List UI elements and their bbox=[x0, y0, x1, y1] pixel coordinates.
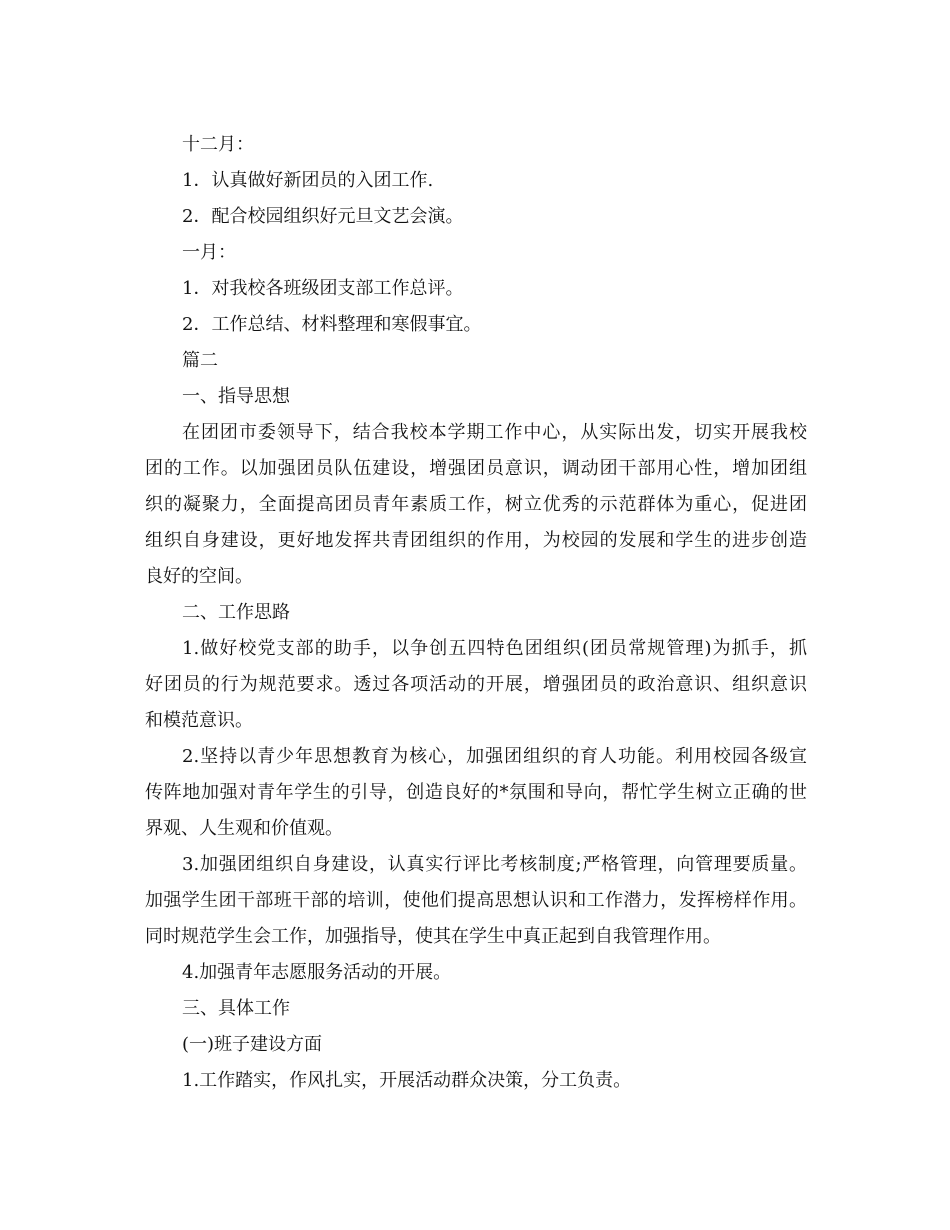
list-item: 2．配合校园组织好元旦文艺会演。 bbox=[182, 206, 464, 227]
month-heading-december: 十二月： bbox=[182, 134, 254, 155]
paragraph-line: 2.坚持以青少年思想教育为核心，加强团组织的育人功能。利用校园各级宣 bbox=[182, 746, 807, 767]
section-heading: 三、具体工作 bbox=[182, 998, 290, 1019]
paragraph-line: 1.工作踏实，作风扎实，开展活动群众决策，分工负责。 bbox=[182, 1070, 632, 1091]
paragraph-line: 织的凝聚力，全面提高团员青年素质工作，树立优秀的示范群体为重心，促进团 bbox=[145, 494, 807, 515]
paragraph-line: 同时规范学生会工作，加强指导，使其在学生中真正起到自我管理作用。 bbox=[145, 926, 721, 947]
subsection-heading: (一)班子建设方面 bbox=[182, 1034, 323, 1055]
paragraph-line: 和模范意识。 bbox=[145, 710, 253, 731]
paragraph-line: 4.加强青年志愿服务活动的开展。 bbox=[182, 962, 452, 983]
paragraph-line: 在团团市委领导下，结合我校本学期工作中心，从实际出发，切实开展我校 bbox=[182, 422, 807, 443]
month-heading-january: 一月： bbox=[182, 242, 236, 263]
paragraph-line: 组织自身建设，更好地发挥共青团组织的作用，为校园的发展和学生的进步创造 bbox=[145, 530, 807, 551]
paragraph-line: 团的工作。以加强团员队伍建设，增强团员意识，调动团干部用心性，增加团组 bbox=[145, 458, 807, 479]
paragraph-line: 1.做好校党支部的助手，以争创五四特色团组织(团员常规管理)为抓手，抓 bbox=[182, 638, 807, 659]
paragraph-line: 良好的空间。 bbox=[145, 566, 253, 587]
paragraph-line: 好团员的行为规范要求。透过各项活动的开展，增强团员的政治意识、组织意识 bbox=[145, 674, 807, 695]
section-heading: 一、指导思想 bbox=[182, 386, 290, 407]
document-page bbox=[145, 127, 807, 1099]
list-item: 2．工作总结、材料整理和寒假事宜。 bbox=[182, 314, 482, 335]
paragraph-line: 传阵地加强对青年学生的引导，创造良好的*氛围和导向，帮忙学生树立正确的世 bbox=[145, 782, 807, 803]
list-item: 1．对我校各班级团支部工作总评。 bbox=[182, 278, 464, 299]
paragraph-line: 界观、人生观和价值观。 bbox=[145, 818, 343, 839]
section-heading: 篇二 bbox=[182, 350, 218, 371]
list-item: 1．认真做好新团员的入团工作. bbox=[182, 170, 434, 191]
paragraph-line: 加强学生团干部班干部的培训，使他们提高思想认识和工作潜力，发挥榜样作用。 bbox=[145, 890, 807, 911]
section-heading: 二、工作思路 bbox=[182, 602, 290, 623]
paragraph-line: 3.加强团组织自身建设，认真实行评比考核制度;严格管理，向管理要质量。 bbox=[182, 854, 807, 875]
